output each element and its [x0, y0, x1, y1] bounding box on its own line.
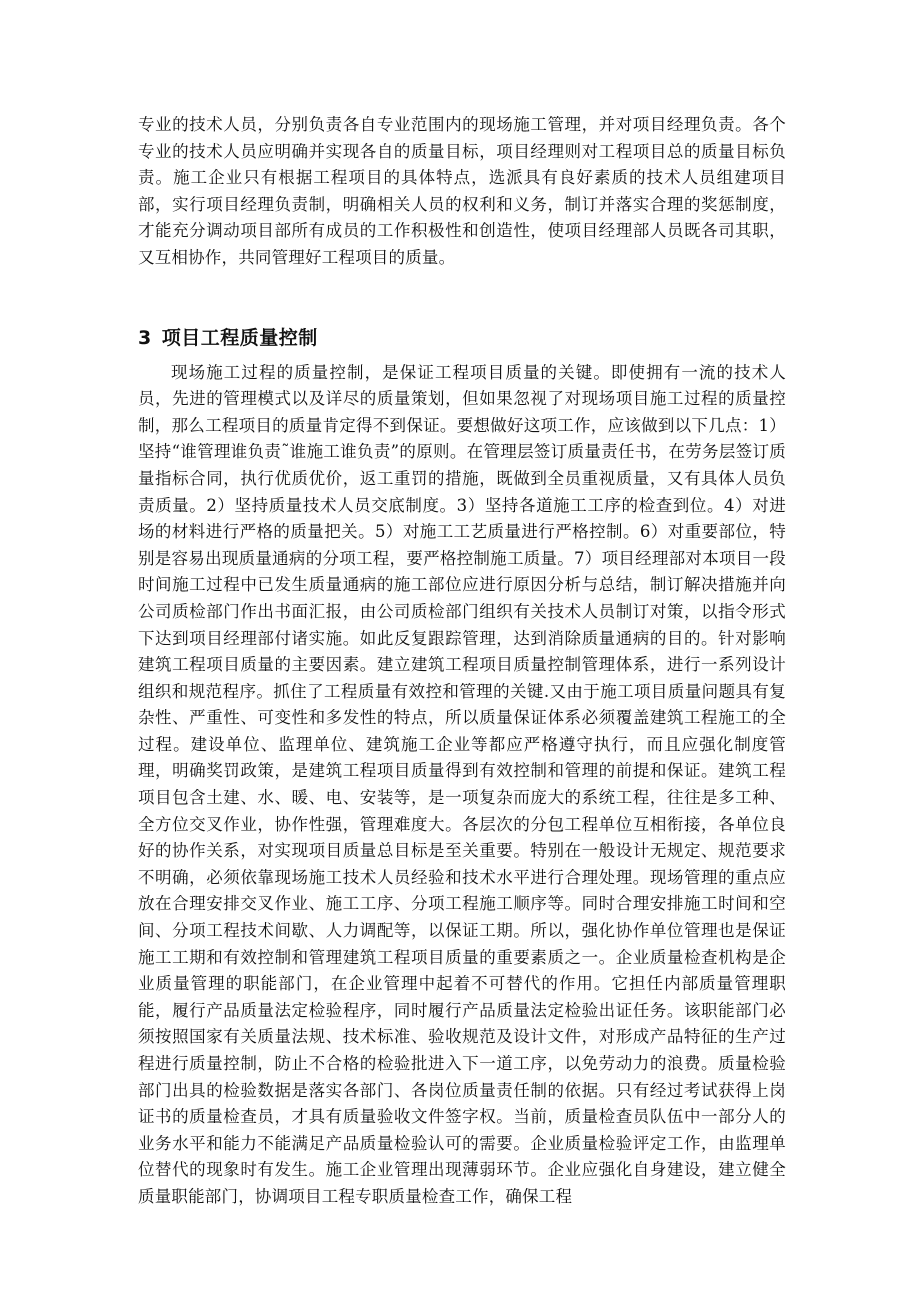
- body-paragraph: 现场施工过程的质量控制，是保证工程项目质量的关键。即使拥有一流的技术人员，先进的管理模式以及详尽的质量策划，但如果忽视了对现场项目施工过程的质量控制，那么工程项目的质量肯定得不到保证。要想做好这项工作，应该做到以下几点：1）坚持“谁管理谁负责˜谁施工谁负责”的原则。在管理层签订质量责任书，在劳务层签订质量指标合同，执行优质优价，返工重罚的措施，既做到全员重视质量，又有具体人员负责质量。2）坚持质量技术人员交底制度。3）坚持各道施工工序的检查到位。4）对进场的材料进行严格的质量把关。5）对施工工艺质量进行严格控制。6）对重要部位，特别是容易出现质量通病的分项工程，要严格控制施工质量。7）项目经理部对本项目一段时间施工过程中已发生质量通病的施工部位应进行原因分析与总结，制订解决措施并向公司质检部门作出书面汇报，由公司质检部门组织有关技术人员制订对策，以指令形式下达到项目经理部付诸实施。如此反复跟踪管理，达到消除质量通病的目的。针对影响建筑工程项目质量的主要因素。建立建筑工程项目质量控制管理体系，进行一系列设计组织和规范程序。抓住了工程质量有效控和管理的关键.又由于施工项目质量问题具有复杂性、严重性、可变性和多发性的特点，所以质量保证体系必须覆盖建筑工程施工的全过程。建设单位、监理单位、建筑施工企业等都应严格遵守执行，而且应强化制度管理，明确奖罚政策，是建筑工程项目质量得到有效控制和管理的前提和保证。建筑工程项目包含土建、水、暖、电、安装等，是一项复杂而庞大的系统工程，往往是多工种、全方位交叉作业，协作性强，管理难度大。各层次的分包工程单位互相衔接，各单位良好的协作关系，对实现项目质量总目标是至关重要。特别在一般设计无规定、规范要求不明确，必须依靠现场施工技术人员经验和技术水平进行合理处理。现场管理的重点应放在合理安排交叉作业、施工工序、分项工程施工顺序等。同时合理安排施工时间和空间、分项工程技术间歇、人力调配等，以保证工期。所以，强化协作单位管理也是保证施工工期和有效控制和管理建筑工程项目质量的重要素质之一。企业质量检查机构是企业质量管理的职能部门，在企业管理中起着不可替代的作用。它担任内部质量管理职能，履行产品质量法定检验程序，同时履行产品质量法定检验出证任务。该职能部门必须按照国家有关质量法规、技术标准、验收规范及设计文件，对形成产品特征的生产过程进行质量控制，防止不合格的检验批进入下一道工序，以免劳动力的浪费。质量检验部门出具的检验数据是落实各部门、各岗位质量责任制的依据。只有经过考试获得上岗证书的质量检查员，才具有质量验收文件签字权。当前，质量检查员队伍中一部分人的业务水平和能力不能满足产品质量检验认可的需要。企业质量检验评定工作，由监理单位替代的现象时有发生。施工企业管理出现薄弱环节。企业应强化自身建设，建立健全质量职能部门，协调项目工程专职质量检查工作，确保工程: [138, 362, 786, 1206]
- section-number: 3: [138, 326, 152, 349]
- section-title: 项目工程质量控制: [161, 326, 318, 349]
- document-page: [138, 112, 786, 1211]
- intro-paragraph: 专业的技术人员，分别负责各自专业范围内的现场施工管理，并对项目经理负责。各个专业的技术人员应明确并实现各自的质量目标，项目经理则对工程项目总的质量目标负责。施工企业只有根据工程项目的具体特点，选派具有良好素质的技术人员组建项目部，实行项目经理负责制，明确相关人员的权利和义务，制订并落实合理的奖惩制度，才能充分调动项目部所有成员的工作积极性和创造性，使项目经理部人员既各司其职，又互相协作，共同管理好工程项目的质量。: [138, 115, 786, 267]
- section-heading: [138, 324, 786, 352]
